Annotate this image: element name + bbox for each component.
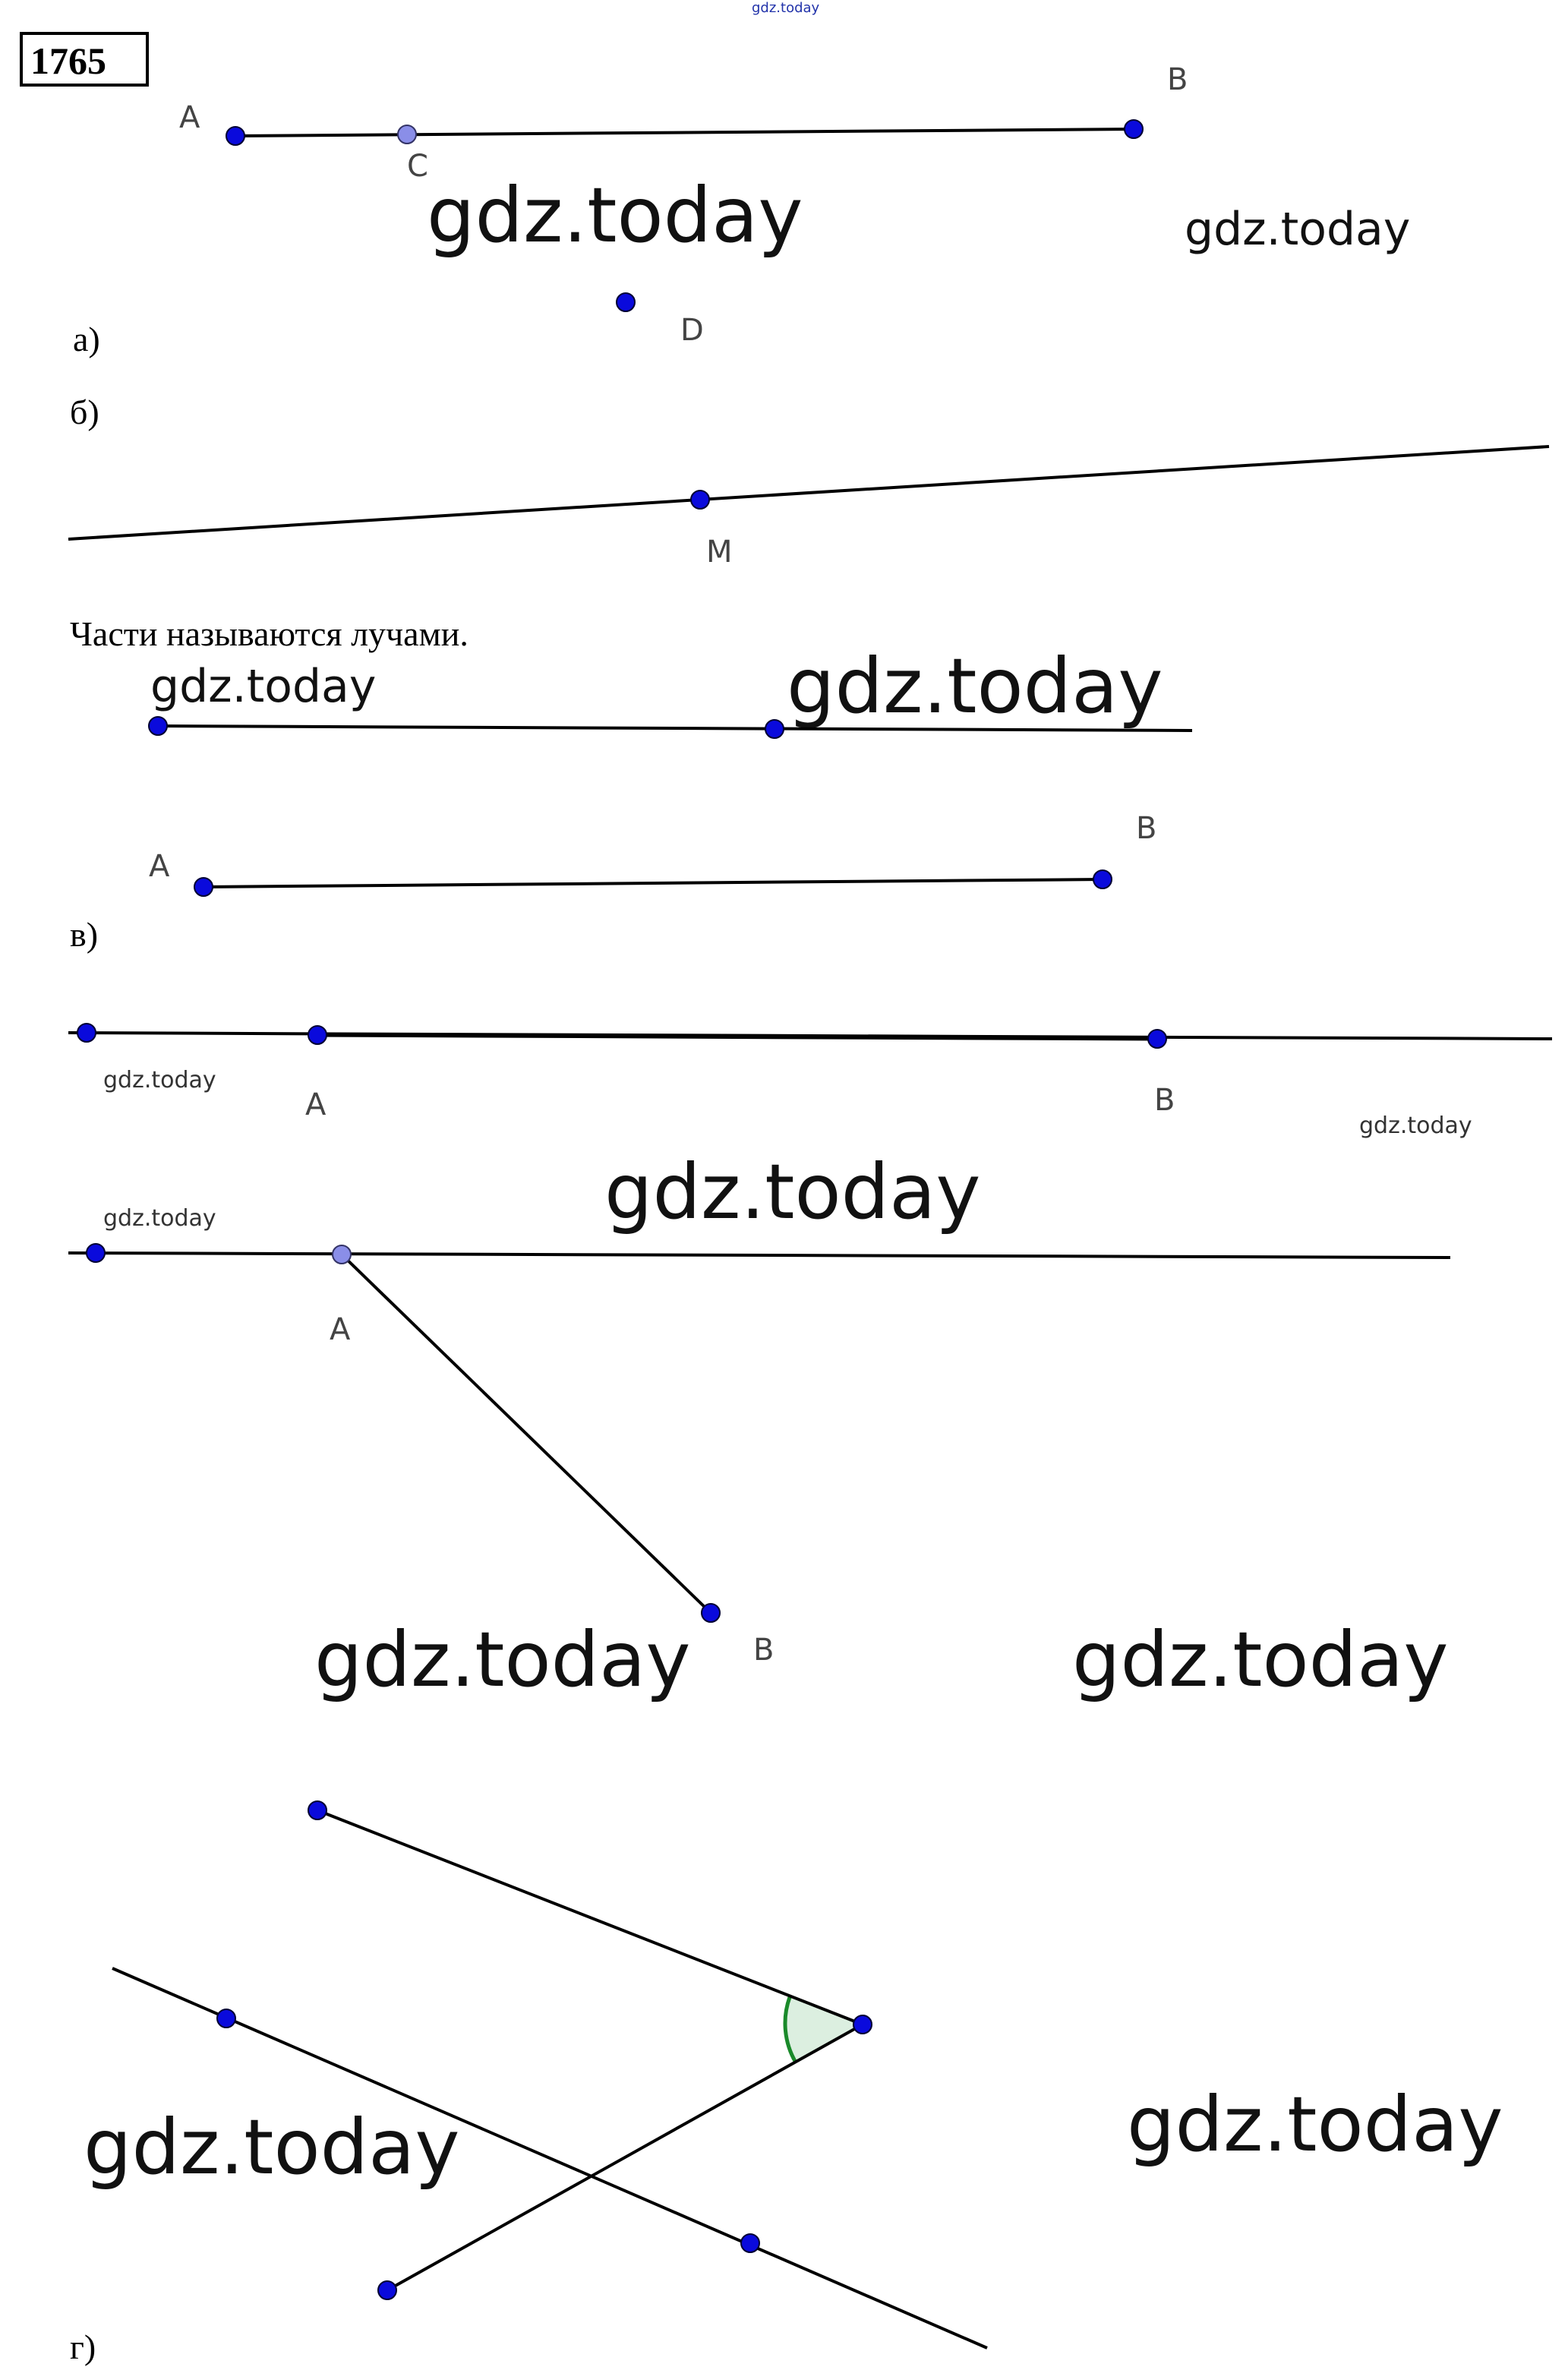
line-through-m (68, 447, 1549, 539)
part-v-ray-and-segment (68, 1244, 1450, 1668)
label-b-part-a: B (1167, 62, 1188, 97)
point-ray-start (87, 1244, 105, 1262)
ray-point-split (765, 720, 784, 738)
point-b-part-a (1125, 120, 1143, 138)
problem-number: 1765 (30, 39, 106, 82)
point-angle-vertex (853, 2015, 872, 2034)
watermark: gdz.today (103, 1067, 216, 1093)
label-b-segment: B (1136, 811, 1157, 846)
point-c-part-a (398, 125, 416, 144)
watermark: gdz.today (1127, 2080, 1503, 2169)
point-line-2 (741, 2234, 759, 2252)
segment-ab-a (235, 129, 1134, 136)
watermark: gdz.today (314, 1615, 691, 1704)
watermark: gdz.today (1185, 203, 1411, 256)
watermark-top: gdz.today (752, 0, 820, 16)
point-a-part-a (226, 127, 245, 145)
label-a-line: A (305, 1087, 327, 1122)
label-d-part-a: D (680, 313, 704, 348)
angle-side-upper (317, 1810, 863, 2024)
part-b-figure (68, 447, 1549, 570)
label-c-part-a: C (407, 149, 428, 184)
watermark: gdz.today (103, 1205, 216, 1232)
label-b-ray: B (753, 1633, 775, 1668)
point-lower-end (378, 2281, 396, 2299)
point-d-part-a (617, 293, 635, 311)
part-v-segment (149, 811, 1156, 896)
point-b-ray (702, 1604, 720, 1622)
watermark: gdz.today (427, 171, 803, 260)
point-b-segment (1093, 870, 1112, 888)
part-b-label: б) (70, 393, 99, 431)
ray-point-start (149, 717, 167, 735)
point-m (691, 491, 709, 509)
point-a-ray (333, 1245, 351, 1264)
point-upper-end (308, 1801, 327, 1819)
point-a-segment (194, 878, 213, 896)
part-g-label: г) (70, 2327, 96, 2366)
watermark: gdz.today (150, 660, 377, 713)
label-m: M (706, 535, 733, 570)
segment-ab-v (203, 879, 1103, 887)
part-v-label: в) (70, 915, 99, 954)
problem-number-box (21, 33, 147, 85)
watermark: gdz.today (1072, 1615, 1449, 1704)
point-a-line (308, 1026, 327, 1044)
note-rays: Части называются лучами. (70, 614, 469, 653)
part-a-label: а) (73, 320, 100, 358)
watermark: gdz.today (1359, 1112, 1472, 1139)
label-a-part-a: A (179, 100, 200, 135)
ray-horizontal (68, 1253, 1450, 1258)
watermark: gdz.today (604, 1147, 981, 1236)
segment-ab-diagonal (342, 1254, 711, 1613)
point-line-1 (217, 2009, 235, 2028)
label-a-segment: A (149, 849, 170, 884)
point-b-line (1148, 1030, 1166, 1048)
part-g-figure (112, 1801, 987, 2348)
label-a-ray: A (330, 1312, 351, 1347)
watermark: gdz.today (84, 2103, 460, 2192)
label-b-line: B (1154, 1083, 1175, 1118)
point-line-start (77, 1024, 96, 1042)
watermark: gdz.today (787, 642, 1163, 731)
part-v-line (68, 1024, 1552, 1122)
